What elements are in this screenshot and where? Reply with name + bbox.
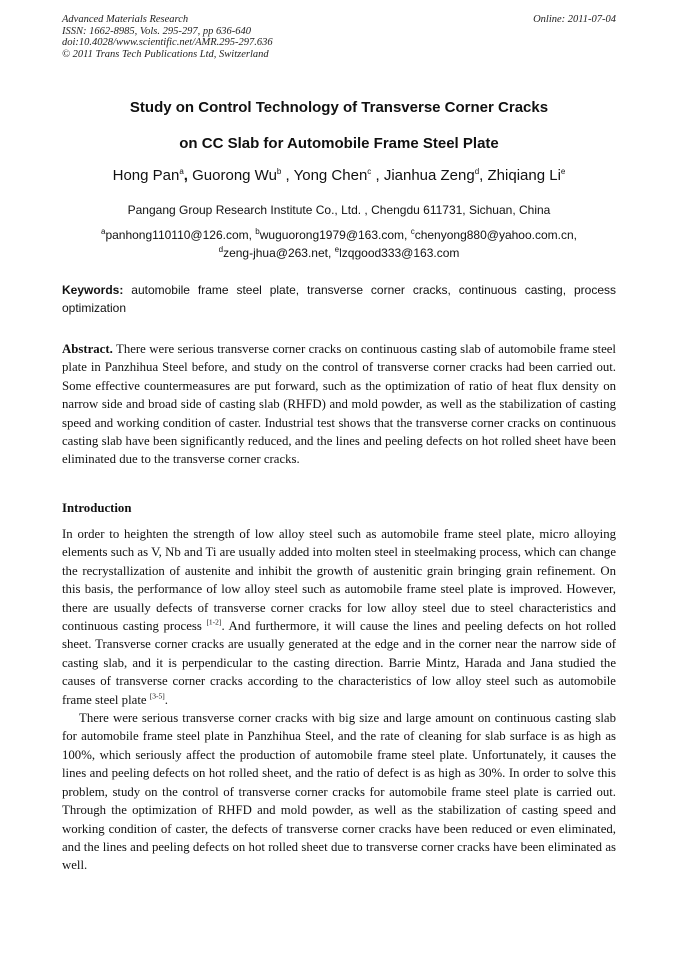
email-address: lzqgood333@163.com bbox=[339, 246, 460, 260]
email-sup: d bbox=[218, 245, 224, 254]
email-address: zeng-jhua@263.net bbox=[223, 246, 328, 260]
title-line-2: on CC Slab for Automobile Frame Steel Plate bbox=[179, 135, 499, 152]
author-list: Hong Pan$^a$, Guorong Wu$^b$ , Yong Chen$^c$ , Jianhua Zeng$^d$, Zhiqiang Li$^e$ bbox=[112, 167, 566, 184]
email-sup: e bbox=[334, 245, 340, 254]
abstract-label: Abstract. bbox=[62, 342, 113, 356]
citation: [1-2] bbox=[206, 617, 222, 627]
section-heading-introduction: Introduction bbox=[62, 501, 132, 515]
author-sup: c bbox=[367, 167, 372, 176]
introduction-body bbox=[62, 525, 616, 875]
abstract bbox=[62, 340, 616, 469]
intro-paragraph-2: There were serious transverse corner cracks with big size and large amount on continuous casting slab for automobile frame steel plate in Panzhihua Steel, and the rate of cleaning for slab surface is as high as 100%, which seriously affect the production of automobile frame steel plate. Unfortunately, it causes the lines and peeling defects on hot rolled sheet, and the ratio of defect is as high as 30%. In order to solve this problem, study on the control of transverse corner cracks for automobile frame steel plate is carried out. Through the optimization of RHFD and mold powder, as well as the stabilization of casting speed and working condition of caster, the defects of transverse corner cracks have been reduced or even eliminated, and the lines and peeling defects on hot rolled sheet due to transverse corner cracks have been eliminated as well. bbox=[62, 711, 616, 873]
citation: [3-5] bbox=[149, 691, 165, 701]
author-name: Jianhua Zeng bbox=[383, 167, 475, 184]
author-sup: a bbox=[179, 167, 184, 176]
author-sup: e bbox=[560, 167, 566, 176]
email-sup: a bbox=[100, 227, 106, 236]
author-sup: d bbox=[474, 167, 480, 176]
journal-header bbox=[62, 14, 616, 60]
online-date: Online: 2011-07-04 bbox=[533, 14, 616, 25]
author-name: Zhiqiang Li bbox=[487, 167, 561, 184]
journal-issn: ISSN: 1662-8985, Vols. 295-297, pp 636-640 bbox=[62, 25, 251, 37]
intro-paragraph-1: In order to heighten the strength of low alloy steel such as automobile frame steel plate, micro alloying elements such as V, Nb and Ti are usually added into molten steel in steelmaking process, which can change the recrystallization of austenite and inhibit the growth of austenitic grain bringing grain refinement. On this basis, the performance of low alloy steel such as automobile frame steel plate is improved. However, there are usually defects of transverse corner cracks for low alloy steel due to steel characteristics and continuous casting process [1-2]. And furthermore, it will cause the lines and peeling defects on hot rolled sheet. Transverse corner cracks are usually generated at the edge and in the corner near the narrow side of casting slab, and it is perpendicular to the casting direction. Barrie Mintz, Harada and Jana studied the causes of transverse corner cracks according to the characteristics of low alloy steel such as automobile frame steel plate [3-5]. bbox=[62, 527, 617, 707]
journal-name: Advanced Materials Research bbox=[62, 14, 189, 25]
author-name: Guorong Wu bbox=[192, 167, 277, 184]
email-list: $^a$panhong110110@126.com, $^b$wuguorong1979@163.com, $^c$chenyong880@yahoo.com.cn, $^d$zeng-jhua@263.net, $^e$lzqgood333@163.com bbox=[100, 227, 577, 260]
keywords-label: Keywords: bbox=[62, 283, 124, 297]
email-address: panhong110110@126.com bbox=[105, 228, 249, 242]
journal-doi: doi:10.4028/www.scientific.net/AMR.295-297.636 bbox=[62, 37, 273, 48]
author-name: Yong Chen bbox=[293, 167, 368, 184]
author-name: Hong Pan bbox=[112, 167, 180, 184]
email-address: chenyong880@yahoo.com.cn bbox=[414, 228, 574, 242]
abstract-text: There were serious transverse corner cracks on continuous casting slab of automobile frame steel plate in Panzhihua Steel before, and study on the control of transverse corner cracks had been carried out. Some effective countermeasures are put forward, such as the optimization of ratio of heat flux density on narrow side and broad side of casting slab (RHFD) and mold powder, as well as the stabilization of casting speed and working condition of caster. Industrial test shows that the transverse corner cracks on continuous casting slab have been significantly reduced, and the lines and peeling defects on hot rolled sheet have been eliminated due to the transverse corner cracks. bbox=[62, 342, 616, 467]
title-line-1: Study on Control Technology of Transverse Corner Cracks bbox=[129, 99, 549, 116]
email-sup: b bbox=[255, 227, 260, 236]
author-sup: b bbox=[276, 167, 282, 176]
paper-title bbox=[62, 90, 616, 162]
email-sup: c bbox=[410, 227, 415, 236]
keywords-text: automobile frame steel plate, transverse corner cracks, continuous casting, process optimization bbox=[62, 283, 616, 315]
keywords bbox=[62, 281, 616, 317]
email-address: wuguorong1979@163.com bbox=[259, 228, 405, 242]
affiliation: Pangang Group Research Institute Co., Ltd. , Chengdu 611731, Sichuan, China bbox=[127, 203, 551, 217]
journal-copyright: © 2011 Trans Tech Publications Ltd, Switzerland bbox=[62, 48, 269, 60]
